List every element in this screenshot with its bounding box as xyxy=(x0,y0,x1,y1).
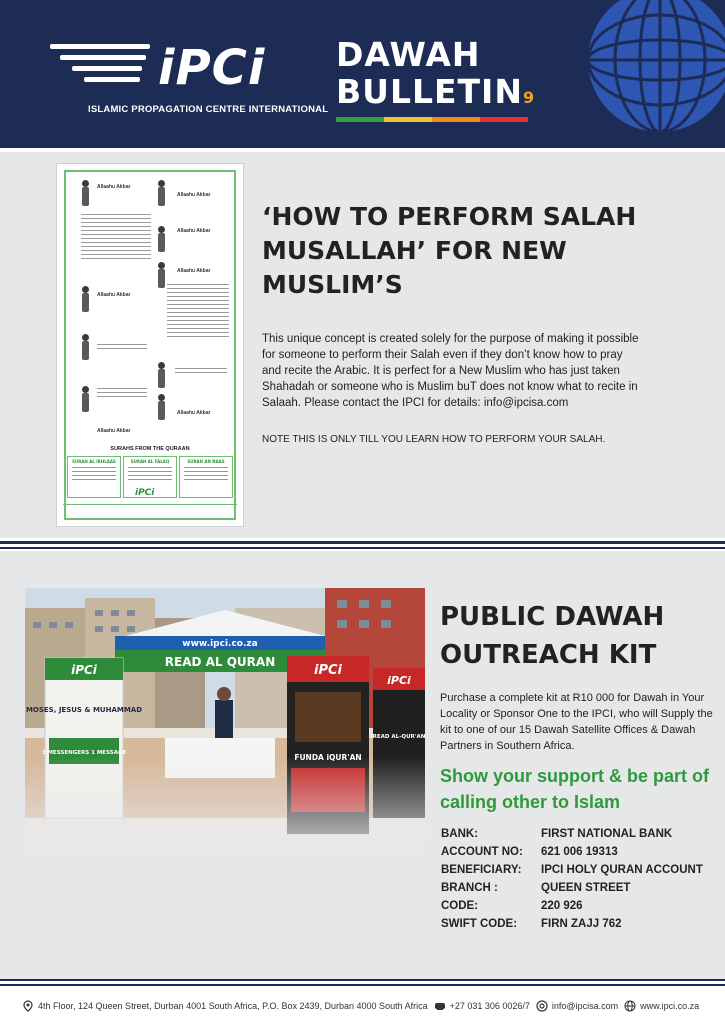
footer-website[interactable]: www.ipci.co.za xyxy=(640,1001,700,1011)
prayer-figure-icon xyxy=(155,362,169,388)
footer-phone[interactable]: +27 031 306 0026/7 xyxy=(449,1001,530,1011)
accent-color-bar xyxy=(336,117,528,122)
surahs-heading: SURAHS FROM THE QURAAN xyxy=(110,446,190,452)
prayer-step-label: Allaahu Akbar xyxy=(97,428,131,434)
support-tagline: Show your support & be part of calling other to Islam xyxy=(440,766,709,812)
prayer-figure-icon xyxy=(79,386,93,412)
chart-logo: iPCi xyxy=(135,488,155,498)
outreach-photo-illustration xyxy=(25,588,425,868)
accent-green xyxy=(336,117,384,122)
prayer-step-text xyxy=(97,388,147,400)
phone-icon xyxy=(434,1000,446,1012)
footer-address: 4th Floor, 124 Queen Street, Durban 4001 South Africa, P.O. Box 2439, Durban 4000 South Africa xyxy=(38,1001,428,1011)
logo-speed-lines xyxy=(50,44,160,94)
surah-box: SURAH AL FALAQ xyxy=(123,456,177,498)
prayer-step-text xyxy=(97,344,147,352)
bank-row: BENEFICIARY: IPCI HOLY QURAN ACCOUNT xyxy=(441,864,703,876)
outreach-kit-photo xyxy=(25,588,425,868)
accent-red xyxy=(480,117,528,122)
musallah-note: NOTE THIS IS ONLY TILL YOU LEARN HOW TO PERFORM YOUR SALAH. xyxy=(262,434,606,445)
location-pin-icon xyxy=(22,1000,34,1012)
issue-number: 9 xyxy=(522,88,535,107)
prayer-step-label: Allaahu Akbar xyxy=(177,228,211,234)
bank-row: CODE: 220 926 xyxy=(441,900,583,912)
musallah-prayer-chart xyxy=(56,163,244,527)
outreach-kit-title: PUBLIC DAWAH OUTREACH KIT xyxy=(440,602,665,670)
outreach-kit-description: Purchase a complete kit at R10 000 for Dawah in Your Locality or Sponsor One to the IPCI, who will Supply the kit to one of our 15 Dawah Satellite Offices & Dawah Partners in Southern Africa. xyxy=(440,692,713,752)
divider xyxy=(0,145,725,148)
prayer-step-label: Allaahu Akbar xyxy=(177,268,211,274)
bank-details xyxy=(441,828,721,936)
prayer-step-label: Allaahu Akbar xyxy=(97,184,131,190)
prayer-figure-icon xyxy=(155,180,169,206)
bank-row: ACCOUNT NO: 621 006 19313 xyxy=(441,846,618,858)
logo-wordmark: iPCi xyxy=(158,40,266,96)
bank-row: BRANCH : QUEEN STREET xyxy=(441,882,631,894)
prayer-figure-icon xyxy=(79,334,93,360)
bank-row: BANK: FIRST NATIONAL BANK xyxy=(441,828,673,840)
footer-email[interactable]: info@ipcisa.com xyxy=(551,1001,619,1011)
contact-footer xyxy=(0,988,725,1024)
prayer-step-label: Allaahu Akbar xyxy=(177,192,211,198)
logo-subtitle: ISLAMIC PROPAGATION CENTRE INTERNATIONAL xyxy=(88,104,329,115)
prayer-step-label: Allaahu Akbar xyxy=(97,292,131,298)
bank-row: SWIFT CODE: FIRN ZAJJ 762 xyxy=(441,918,622,930)
chart-footer-line xyxy=(63,504,237,505)
prayer-step-text xyxy=(175,368,227,376)
divider xyxy=(0,547,725,549)
bulletin-title-line1: DAWAH xyxy=(336,35,481,74)
divider xyxy=(0,979,725,981)
bulletin-header xyxy=(0,0,725,145)
prayer-step-label: Allaahu Akbar xyxy=(177,410,211,416)
prayer-step-text xyxy=(167,284,229,340)
prayer-figure-icon xyxy=(155,226,169,252)
surah-box: SURAH AN NAAS xyxy=(179,456,233,498)
globe-web-icon xyxy=(624,1000,636,1012)
globe-icon xyxy=(565,0,725,145)
prayer-figure-icon xyxy=(155,394,169,420)
bulletin-title xyxy=(336,36,534,116)
accent-yellow xyxy=(384,117,432,122)
email-at-icon xyxy=(536,1000,548,1012)
divider xyxy=(0,984,725,986)
accent-orange xyxy=(432,117,480,122)
prayer-figure-icon xyxy=(79,286,93,312)
divider xyxy=(0,541,725,544)
musallah-description: This unique concept is created solely for the purpose of making it possible for someone to perform their Salah even if they don’t know how to pray and recite the Arabic. It is perfect for a New Muslim who has just taken Shahadah or someone who is Muslim buT does not know what to recite in Salaah. Please contact the IPCI for details: info@ipcisa.com xyxy=(262,333,639,409)
prayer-figure-icon xyxy=(79,180,93,206)
surah-box: SURAH AL IKHLAAS xyxy=(67,456,121,498)
ipci-logo xyxy=(50,38,329,123)
prayer-step-text xyxy=(81,214,151,262)
bulletin-title-line2: BULLETIN xyxy=(336,72,523,111)
musallah-title: ‘HOW TO PERFORM SALAH MUSALLAH’ FOR NEW MUSLIM’S xyxy=(262,202,637,299)
